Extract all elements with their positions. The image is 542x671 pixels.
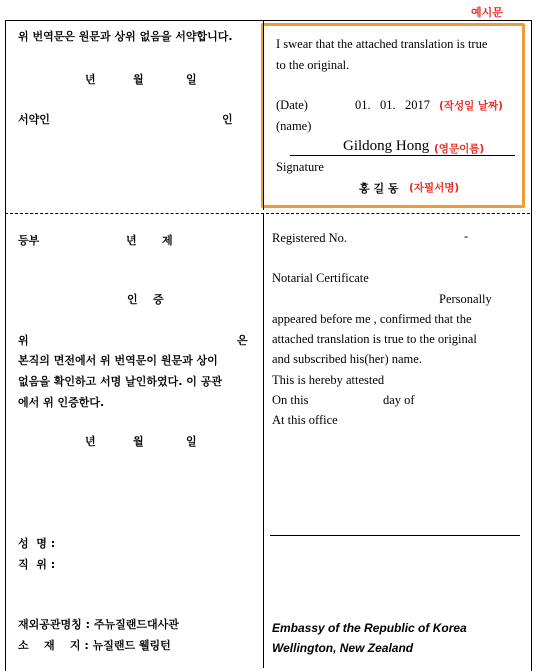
on-this-label: On this: [272, 393, 309, 407]
signature-value: 홍 길 동: [359, 182, 399, 195]
swear-line-2: to the original.: [276, 58, 350, 72]
swear-line-1: I swear that the attached translation is true: [276, 37, 488, 51]
seal-label: 인: [222, 113, 233, 126]
officer-signature-line: [270, 535, 520, 536]
office-location-label: 소 재 지 : 뉴질랜드 웰링턴: [18, 639, 171, 652]
example-tag: 예시문: [471, 6, 503, 19]
signature-label: Signature: [276, 160, 324, 174]
wi-label: 위: [18, 334, 29, 347]
name-value: Gildong Hong: [343, 138, 430, 154]
embassy-line-1: Embassy of the Republic of Korea: [272, 621, 467, 635]
top-month-label: 월: [133, 73, 144, 86]
registry-no: 제: [162, 234, 173, 247]
date-value: 01. 01. 2017: [355, 98, 430, 112]
bottom-month-label: 월: [133, 435, 144, 448]
notarial-line-2: attached translation is true to the original: [272, 332, 477, 346]
cut-line: [5, 213, 530, 214]
bottom-year-label: 년: [85, 435, 96, 448]
registry-year: 년: [126, 234, 137, 247]
signature-note: (자필서명): [409, 182, 460, 194]
top-year-label: 년: [85, 73, 96, 86]
embassy-line-2: Wellington, New Zealand: [272, 641, 414, 655]
registry-label: 등부: [18, 234, 40, 247]
officer-title-label: 직 위 :: [18, 558, 56, 571]
oath-text: 위 번역문은 원문과 상위 없음을 서약합니다.: [18, 30, 233, 43]
swearer-label: 서약인: [18, 113, 50, 126]
registered-no-dash: -: [464, 229, 469, 243]
date-label: (Date): [276, 98, 308, 112]
certification-title: 인 증: [127, 293, 164, 306]
column-divider: [263, 213, 264, 668]
at-office-label: At this office: [272, 413, 338, 427]
name-note: (영문이름): [434, 143, 485, 155]
notarial-line-1: appeared before me , confirmed that the: [272, 312, 472, 326]
name-underline: [290, 155, 515, 156]
office-name-label: 재외공관명칭 : 주뉴질랜드대사관: [18, 618, 179, 631]
registered-no-label: Registered No.: [272, 231, 347, 245]
top-day-label: 일: [186, 73, 197, 86]
officer-name-label: 성 명 :: [18, 537, 56, 550]
cert-body-3: 에서 위 인증한다.: [18, 396, 105, 409]
notarial-title: Notarial Certificate: [272, 271, 369, 285]
cert-body-1: 본직의 면전에서 위 번역문이 원문과 상이: [18, 354, 218, 367]
notarial-line-4: This is hereby attested: [272, 373, 385, 387]
bottom-day-label: 일: [186, 435, 197, 448]
date-note: (작성일 날짜): [439, 100, 503, 112]
day-of-label: day of: [383, 393, 415, 407]
notarial-line-3: and subscribed his(her) name.: [272, 352, 422, 366]
personally-text: Personally: [439, 292, 492, 306]
eun-label: 은: [237, 334, 248, 347]
name-label: (name): [276, 119, 312, 133]
top-column-divider: [263, 20, 264, 210]
cert-body-2: 없음을 확인하고 서명 날인하였다. 이 공관: [18, 375, 222, 388]
